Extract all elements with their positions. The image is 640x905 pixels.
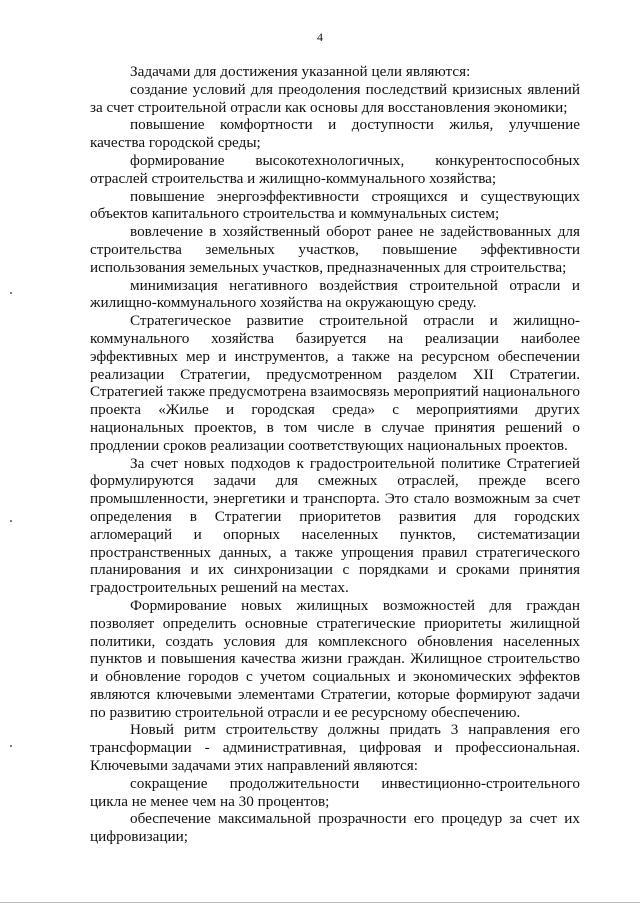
document-body [90, 63, 580, 846]
page-edge [0, 902, 640, 903]
list-item-energy-efficiency: повышение энергоэффективности строящихся и существующих объектов капитального строительства и коммунальных систем; [90, 187, 580, 223]
list-item-land-use: вовлечение в хозяйственный оборот ранее не задействованных для строительства земельных участков, повышение эффективности использования земельных участков, предназначенных для строительства; [90, 223, 580, 276]
scan-mark [10, 520, 12, 522]
paragraph-tasks-intro: Задачами для достижения указанной цели являются: [130, 63, 471, 80]
list-item-transparency: обеспечение максимальной прозрачности его процедур за счет их цифровизации; [90, 810, 580, 846]
paragraph-new-rhythm: Новый ритм строительству должны придать 3 направления его трансформации - административная, цифровая и профессиональная. Ключевыми задачами этих направлений являются: [90, 721, 580, 775]
paragraph-housing-opportunities: Формирование новых жилищных возможностей для граждан позволяет определить основные стратегические приоритеты жилищной политики, создать условия для комплексного обновления населенных пунктов и повышения качества жизни граждан. Жилищное строительство и обновление городов с учетом социальных и экономических эффектов являются ключевыми элементами Стратегии, которые формируют задачи по развитию строительной отрасли и ее ресурсному обеспечению. [90, 596, 580, 721]
list-item-crisis: создание условий для преодоления последствий кризисных явлений за счет строительной отрасли как основы для восстановления экономики; [90, 80, 580, 116]
list-item-housing-comfort: повышение комфортности и доступности жилья, улучшение качества городской среды; [90, 116, 580, 152]
page-number: 4 [317, 30, 323, 44]
list-item-environment: минимизация негативного воздействия строительной отрасли и жилищно-коммунального хозяйства на окружающую среду. [90, 276, 580, 312]
list-item-cycle-reduction: сокращение продолжительности инвестиционно-строительного цикла не менее чем на 30 процентов; [90, 774, 580, 810]
paragraph-strategic-development: Стратегическое развитие строительной отрасли и жилищно-коммунального хозяйства базируется на реализации наиболее эффективных мер и инструментов, а также на ресурсном обеспечении реализации Стратегии, предусмотренном разделом XII Стратегии. Стратегией также предусмотрена взаимосвязь мероприятий национального проекта «Жилье и городская среда» с мероприятиями других национальных проектов, в том числе в случае принятия решений о продлении сроков реализации соответствующих национальных проектов. [90, 312, 580, 454]
scan-mark [10, 292, 12, 294]
list-item-high-tech: формирование высокотехнологичных, конкурентоспособных отраслей строительства и жилищно-коммунального хозяйства; [90, 151, 580, 187]
scan-mark [10, 745, 12, 747]
paragraph-urban-policy: За счет новых подходов к градостроительной политике Стратегией формулируются задачи для смежных отраслей, прежде всего промышленности, энергетики и транспорта. Это стало возможным за счет определения в Стратегии приоритетов развития для городских агломераций и опорных населенных пунктов, систематизации пространственных данных, а также упрощения правил стратегического планирования и их синхронизации с порядками и сроками принятия градостроительных решений на местах. [90, 454, 580, 597]
